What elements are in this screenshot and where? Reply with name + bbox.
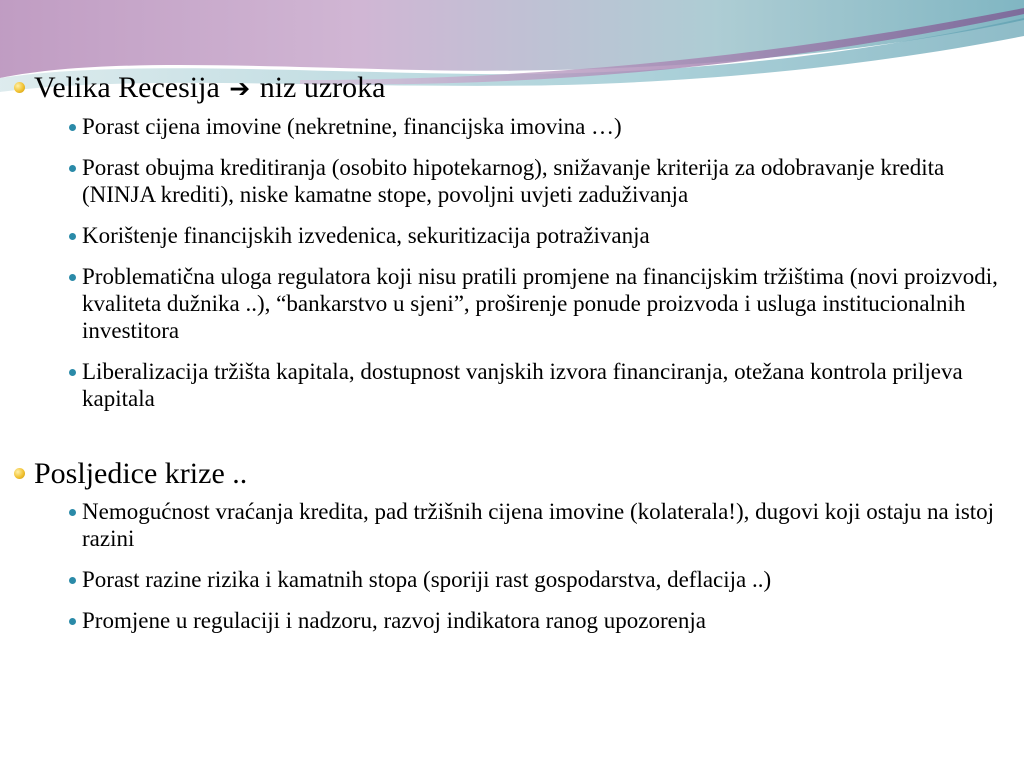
right-arrow-icon: ➔ [229,74,251,103]
heading-row [14,456,1004,492]
list-item: Korištenje financijskih izvedenica, sekuritizacija potraživanja [14,222,1004,249]
list-item: Porast cijena imovine (nekretnine, financijska imovina …) [14,113,1004,140]
consequences-list [14,498,1004,634]
section-heading: Posljedice krize .. [34,457,248,490]
section-causes [14,70,1004,412]
list-item: Porast razine rizika i kamatnih stopa (sporiji rast gospodarstva, deflacija ..) [14,566,1004,593]
section-heading: Velika Recesija ➔ niz uzroka [34,71,386,104]
list-item: Promjene u regulaciji i nadzoru, razvoj indikatora ranog upozorenja [14,607,1004,634]
list-item: Nemogućnost vraćanja kredita, pad tržišnih cijena imovine (kolaterala!), dugovi koji ostaju na istoj razini [14,498,1004,552]
list-item: Porast obujma kreditiranja (osobito hipotekarnog), snižavanje kriterija za odobravanje kredita (NINJA krediti), niske kamatne stope, povoljni uvjeti zaduživanja [14,154,1004,208]
list-item: Liberalizacija tržišta kapitala, dostupnost vanjskih izvora financiranja, otežana kontrola priljeva kapitala [14,358,1004,412]
section-consequences [14,456,1004,634]
causes-list [14,113,1004,412]
bullet-dot-icon [14,468,25,479]
heading-row [14,70,1004,107]
slide-content [14,70,1004,634]
list-item: Problematična uloga regulatora koji nisu pratili promjene na financijskim tržištima (novi proizvodi, kvaliteta dužnika ..), “bankarstvo u sjeni”, proširenje ponude proizvoda i usluga institucionalnih investitora [14,263,1004,344]
bullet-dot-icon [14,82,25,93]
